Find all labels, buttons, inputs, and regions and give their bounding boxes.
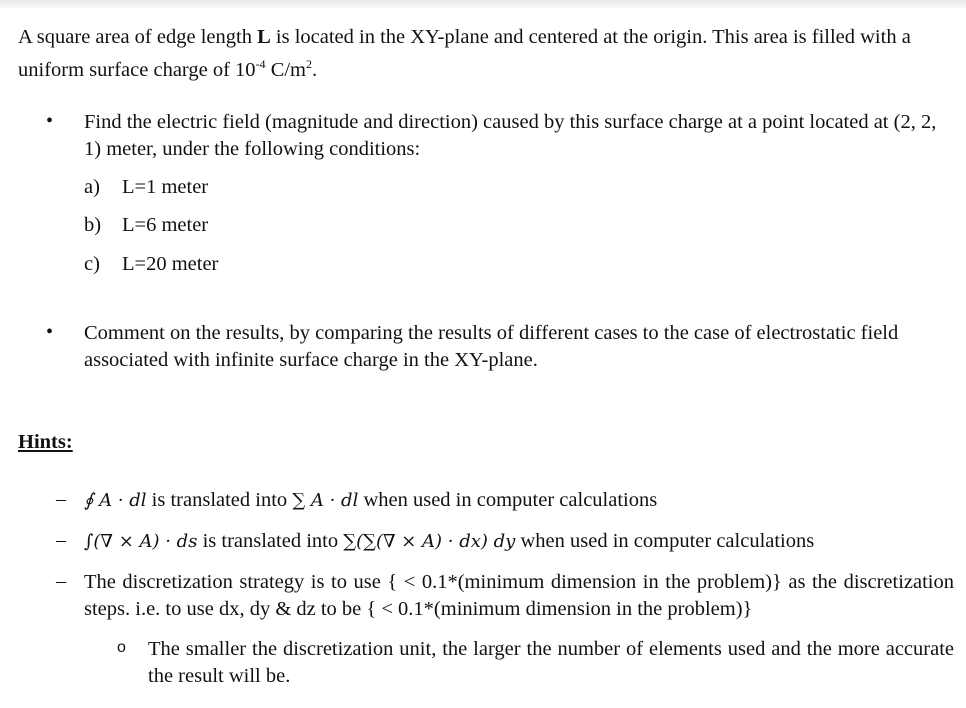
bullet-find-field: Find the electric field (magnitude and direction) caused by this surface charge at a point located at (2, 2, 1) meter, under the following conditions: bbox=[84, 111, 937, 160]
hint-text: is translated into bbox=[197, 530, 344, 552]
intro-text-b: is located in the XY-plane and centered at the origin. This area is filled with a uniform surface charge of 10 bbox=[18, 26, 911, 81]
intro-text-a: A square area of edge length bbox=[18, 26, 258, 48]
option-c bbox=[84, 253, 218, 276]
intro-unit: C/m bbox=[265, 58, 307, 81]
hint-math-b: ∑(∑(∇ × A) · dx) dy bbox=[343, 531, 516, 552]
bullet-icon: • bbox=[46, 110, 54, 132]
circle-bullet-icon: o bbox=[117, 639, 126, 656]
hint-text: when used in computer calculations bbox=[515, 530, 815, 552]
option-text: L=20 meter bbox=[122, 253, 219, 275]
option-label: b) bbox=[84, 214, 102, 236]
intro-paragraph bbox=[18, 24, 953, 84]
bullet-comment: Comment on the results, by comparing the results of different cases to the case of electrostatic field associated with infinite surface charge in the XY-plane. bbox=[84, 322, 899, 371]
intro-period: . bbox=[312, 58, 318, 81]
sub-hint-accuracy: The smaller the discretization unit, the larger the number of elements used and the more accurate the result will be. bbox=[148, 638, 954, 687]
hint-text: when used in computer calculations bbox=[358, 489, 658, 511]
hint-text: is translated into bbox=[146, 489, 293, 511]
hints-heading: Hints: bbox=[18, 431, 73, 453]
dash-icon: – bbox=[56, 570, 66, 592]
top-edge-shadow bbox=[0, 0, 966, 10]
hint-math-a: ∮ A · dl bbox=[84, 490, 147, 511]
hint-discretization: The discretization strategy is to use { < 0.1*(minimum dimension in the problem)} as the discretization steps. i.e. to use dx, dy & dz to be { < 0.1*(minimum dimension in the problem)} bbox=[84, 571, 954, 620]
intro-exponent: -4 bbox=[255, 57, 266, 71]
option-text: L=1 meter bbox=[122, 176, 209, 198]
option-label: a) bbox=[84, 176, 100, 198]
dash-icon: – bbox=[56, 529, 66, 551]
option-a bbox=[84, 176, 208, 199]
hint-math-a: ∫(∇ × A) · ds bbox=[84, 531, 198, 552]
option-label: c) bbox=[84, 253, 100, 275]
hint-surface-integral bbox=[84, 528, 954, 555]
intro-bold-L: L bbox=[257, 26, 271, 48]
option-text: L=6 meter bbox=[122, 214, 209, 236]
hint-line-integral bbox=[84, 487, 954, 514]
option-b bbox=[84, 214, 208, 237]
dash-icon: – bbox=[56, 488, 66, 510]
intro-unit-exponent: 2 bbox=[306, 57, 313, 71]
hint-math-b: ∑ A · dl bbox=[292, 490, 359, 511]
bullet-icon: • bbox=[46, 321, 54, 343]
